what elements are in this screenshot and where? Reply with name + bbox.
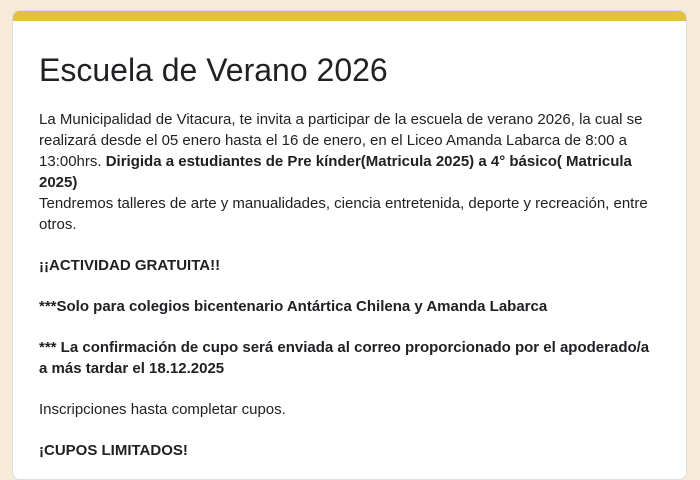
confirmacion-text: *** La confirmación de cupo será enviada al correo proporcionado por el apoderado/a a más tardar el 18.12.2025 bbox=[39, 338, 650, 377]
inscripciones-text: Inscripciones hasta completar cupos. bbox=[39, 400, 286, 418]
accent-bar bbox=[13, 11, 686, 21]
cupos-limitados-text: ¡CUPOS LIMITADOS! bbox=[39, 441, 188, 459]
form-header-card bbox=[12, 10, 687, 480]
talleres-text: Tendremos talleres de arte y manualidades, ciencia entretenida, deporte y recreación, entre otros. bbox=[39, 194, 648, 233]
solo-colegios-text: ***Solo para colegios bicentenario Antártica Chilena y Amanda Labarca bbox=[39, 297, 548, 315]
intro-paragraph bbox=[39, 109, 660, 193]
form-description bbox=[13, 21, 686, 461]
form-title: Escuela de Verano 2026 bbox=[39, 52, 388, 88]
intro-bold-text: Dirigida a estudiantes de Pre kínder(Matricula 2025) a 4° básico( Matricula 2025) bbox=[39, 152, 632, 191]
intro-text: La Municipalidad de Vitacura, te invita a participar de la escuela de verano 2026, la cual se realizará desde el 05 enero hasta el 16 de enero, en el Liceo Amanda Labarca de 8:00 a 13:00hrs. bbox=[39, 110, 643, 170]
gratuita-text: ¡¡ACTIVIDAD GRATUITA!! bbox=[39, 256, 221, 274]
